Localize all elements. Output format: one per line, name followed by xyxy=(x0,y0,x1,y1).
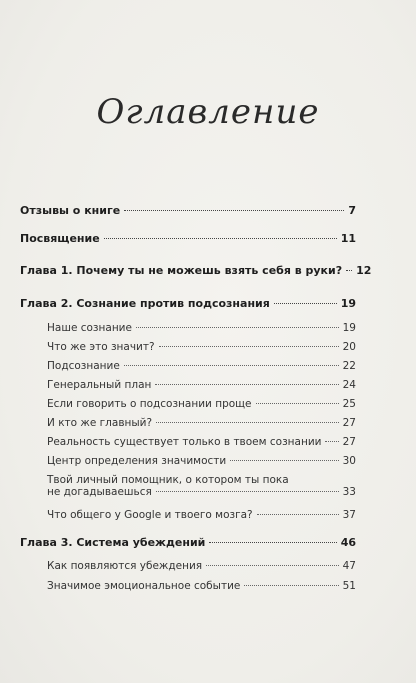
dot-leader xyxy=(244,585,338,586)
toc-subentry xyxy=(47,341,356,353)
toc-entry-label: Реальность существует только в твоем сознании xyxy=(47,436,322,448)
toc-entry-label: Центр определения значимости xyxy=(47,455,227,467)
toc-subentry xyxy=(47,560,356,572)
toc-entry-chapter-1 xyxy=(20,264,372,277)
toc-entry-chapter-3 xyxy=(20,536,356,549)
toc-entry-page: 12 xyxy=(356,264,372,277)
toc-entry-page: 19 xyxy=(340,297,356,310)
toc-entry-page: 24 xyxy=(342,379,356,391)
toc-entry-label-line1: Твой личный помощник, о котором ты пока xyxy=(47,474,289,486)
toc-entry-label: Что же это значит? xyxy=(47,341,155,353)
toc-entry-page: 22 xyxy=(342,360,356,372)
toc-entry-label: Глава 3. Система убеждений xyxy=(20,536,206,549)
toc-subentry xyxy=(47,474,356,498)
toc-entry-page: 7 xyxy=(348,204,356,217)
toc-subentry xyxy=(47,455,356,467)
toc-subentry xyxy=(47,322,356,334)
dot-leader xyxy=(104,238,337,239)
dot-leader xyxy=(274,303,337,304)
toc-entry-label: Отзывы о книге xyxy=(20,204,121,217)
toc-entry-page: 11 xyxy=(340,232,356,245)
dot-leader xyxy=(155,384,338,385)
dot-leader xyxy=(156,422,339,423)
toc-entry-label: Что общего у Google и твоего мозга? xyxy=(47,509,253,521)
toc-entry-label: Наше сознание xyxy=(47,322,132,334)
toc-subentry xyxy=(47,436,356,448)
dot-leader xyxy=(230,460,338,461)
dot-leader xyxy=(206,565,339,566)
toc-subentry xyxy=(47,379,356,391)
toc-entry-label: Значимое эмоциональное событие xyxy=(47,580,241,592)
toc-entry-label: Генеральный план xyxy=(47,379,152,391)
dot-leader xyxy=(124,365,339,366)
toc-entry-label: И кто же главный? xyxy=(47,417,153,429)
dot-leader xyxy=(124,210,344,211)
toc-entry-page: 47 xyxy=(342,560,356,572)
dot-leader xyxy=(136,327,339,328)
dot-leader xyxy=(156,491,339,492)
toc-entry-label: Глава 2. Сознание против подсознания xyxy=(20,297,270,310)
toc-entry-page: 30 xyxy=(342,455,356,467)
dot-leader xyxy=(325,441,338,442)
toc-entry-page: 20 xyxy=(342,341,356,353)
toc-entry-label: Подсознание xyxy=(47,360,120,372)
toc-entry-page: 25 xyxy=(342,398,356,410)
toc-entry-label-line2: не догадываешься xyxy=(47,486,152,498)
toc-subentry xyxy=(47,360,356,372)
toc-entry-line2 xyxy=(47,486,356,498)
toc-subentry xyxy=(47,580,356,592)
toc-entry-dedication xyxy=(20,232,356,245)
toc-entry-label: Как появляются убеждения xyxy=(47,560,203,572)
toc-entry-page: 46 xyxy=(340,536,356,549)
dot-leader xyxy=(209,542,336,543)
toc-entry-reviews xyxy=(20,204,356,217)
dot-leader xyxy=(257,514,339,515)
toc-entry-page: 19 xyxy=(342,322,356,334)
toc-subentry xyxy=(47,398,356,410)
dot-leader xyxy=(256,403,339,404)
toc-entry-label: Если говорить о подсознании проще xyxy=(47,398,252,410)
toc-subentry xyxy=(47,509,356,521)
toc-entry-page: 27 xyxy=(342,436,356,448)
page-title: Оглавление xyxy=(96,92,320,132)
toc-entry-page: 51 xyxy=(342,580,356,592)
toc-entry-page: 27 xyxy=(342,417,356,429)
dot-leader xyxy=(159,346,339,347)
toc-entry-label: Глава 1. Почему ты не можешь взять себя в руки? xyxy=(20,264,343,277)
toc-entry-label: Посвящение xyxy=(20,232,100,245)
dot-leader xyxy=(346,270,352,271)
toc-entry-page: 33 xyxy=(342,486,356,498)
toc-entry-chapter-2 xyxy=(20,297,356,310)
toc-entry-page: 37 xyxy=(342,509,356,521)
toc-subentry xyxy=(47,417,356,429)
